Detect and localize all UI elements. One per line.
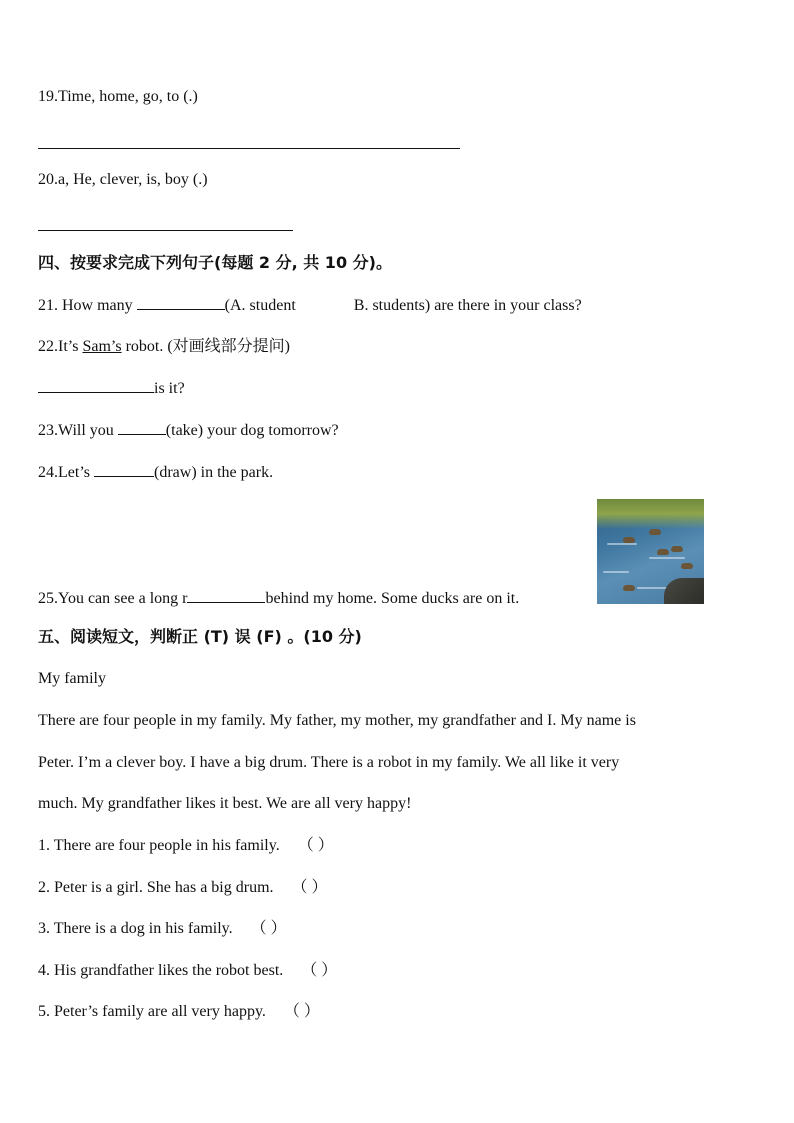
question-19-text: 19.Time, home, go, to (.) (38, 88, 198, 105)
question-22-answer-tail: is it? (154, 380, 185, 397)
ducks-on-river-image (597, 499, 704, 604)
question-21 (38, 295, 582, 316)
question-21-option-b: B. students) are there in your class? (353, 297, 582, 314)
tf-item-1-text: 1. There are four people in his family. (38, 837, 280, 854)
question-23-blank[interactable] (118, 420, 166, 435)
question-22-underlined: Sam’s (82, 338, 122, 355)
question-20-text: 20.a, He, clever, is, boy (.) (38, 171, 208, 188)
answer-line-20[interactable] (38, 230, 293, 231)
tf-item-3-answer[interactable]: （ ） (250, 920, 287, 937)
tf-item-2-text: 2. Peter is a girl. She has a big drum. (38, 879, 274, 896)
tf-item-5-answer[interactable]: （ ） (283, 1003, 320, 1020)
question-22-tail: robot. (对画线部分提问) (121, 338, 291, 355)
tf-item-3-text: 3. There is a dog in his family. (38, 920, 233, 937)
section-4-heading (38, 253, 392, 273)
passage-line-3-text: much. My grandfather likes it best. We are all very happy! (38, 795, 412, 812)
question-24-tail: (draw) in the park. (154, 464, 274, 481)
passage-line-1 (38, 711, 636, 731)
question-22-answer (38, 378, 185, 399)
question-23-tail: (take) your dog tomorrow? (165, 422, 339, 439)
section-5-heading-text: 五、阅读短文，判断正 (T) 误 (F) 。(10 分) (38, 627, 362, 646)
tf-item-4-text: 4. His grandfather likes the robot best. (38, 962, 284, 979)
passage-line-3 (38, 794, 411, 814)
answer-line-19[interactable] (38, 148, 460, 149)
passage-title (38, 669, 106, 689)
tf-item-3 (38, 919, 287, 939)
question-25 (38, 588, 519, 609)
passage-title-text: My family (38, 670, 106, 687)
tf-item-4-answer[interactable]: （ ） (301, 962, 338, 979)
tf-item-5-text: 5. Peter’s family are all very happy. (38, 1003, 266, 1020)
question-25-blank[interactable] (187, 588, 265, 603)
tf-item-2 (38, 878, 328, 898)
question-24 (38, 462, 273, 483)
question-25-tail: behind my home. Some ducks are on it. (265, 590, 520, 607)
question-22-blank[interactable] (38, 378, 154, 393)
question-24-lead: 24.Let’s (38, 464, 94, 481)
question-21-blank[interactable] (137, 295, 225, 310)
passage-line-2 (38, 753, 619, 773)
question-19 (38, 87, 198, 107)
tf-item-5 (38, 1002, 320, 1022)
passage-line-1-text: There are four people in my family. My father, my mother, my grandfather and I. My name is (38, 712, 636, 729)
section-5-heading (38, 627, 362, 647)
question-23 (38, 420, 339, 441)
question-23-lead: 23.Will you (38, 422, 118, 439)
question-22-lead: 22.It’s (38, 338, 83, 355)
question-25-lead: 25.You can see a long r (38, 590, 188, 607)
passage-line-2-text: Peter. I’m a clever boy. I have a big drum. There is a robot in my family. We all like it very (38, 754, 620, 771)
question-21-lead: 21. How many (38, 297, 137, 314)
question-24-blank[interactable] (94, 462, 154, 477)
tf-item-1-answer[interactable]: （ ） (297, 837, 334, 854)
tf-item-2-answer[interactable]: （ ） (291, 879, 328, 896)
question-21-option-a: (A. student (224, 297, 296, 314)
section-4-heading-text: 四、按要求完成下列句子(每题 2 分, 共 10 分)。 (38, 253, 392, 272)
tf-item-1 (38, 836, 334, 856)
question-22 (38, 337, 290, 357)
tf-item-4 (38, 961, 337, 981)
question-20 (38, 170, 208, 190)
